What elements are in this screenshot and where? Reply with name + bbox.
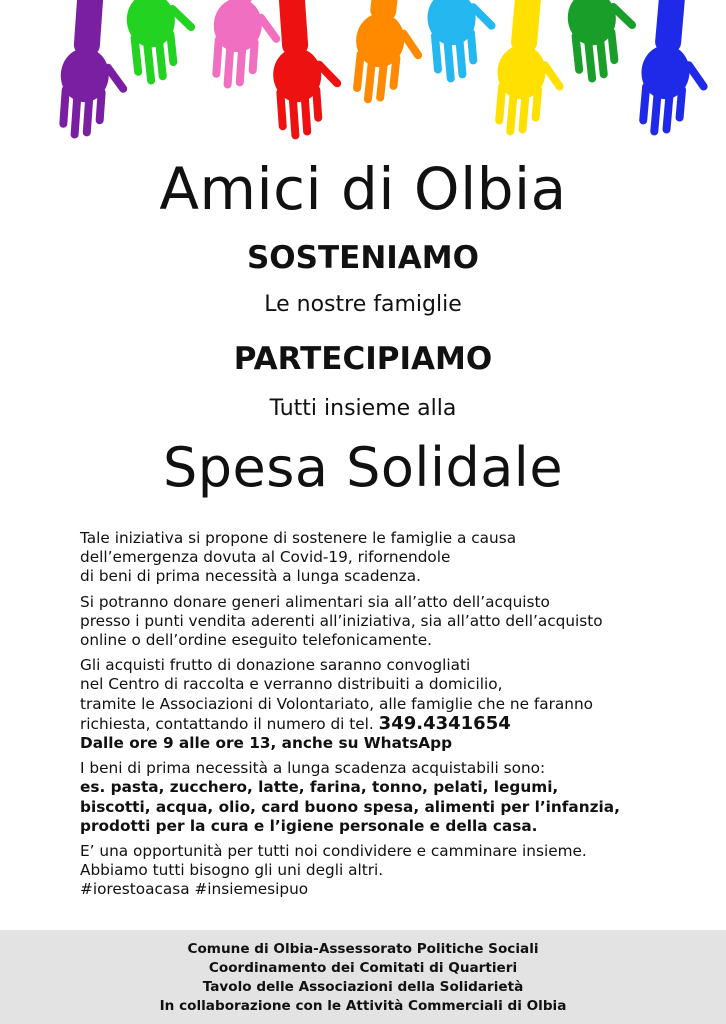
footer-line: In collaborazione con le Attività Commerciali di Olbia: [159, 998, 567, 1014]
footer-line: Coordinamento dei Comitati di Quartieri: [208, 960, 518, 976]
paragraph-closing: [80, 842, 710, 900]
contact-text: richiesta, contattando il numero di tel.: [80, 714, 374, 733]
green-hand: [110, 0, 202, 86]
text-line: di beni di prima necessità a lunga scadenza.: [80, 567, 421, 586]
body-text: [80, 529, 710, 906]
hours-line: Dalle ore 9 alle ore 13, anche su WhatsApp: [80, 734, 453, 753]
goods-line: es. pasta, zucchero, latte, farina, tonno, pelati, legumi,: [80, 778, 559, 797]
text-line: nel Centro di raccolta e verranno distribuiti a domicilio,: [80, 675, 503, 694]
goods-line: biscotti, acqua, olio, card buono spesa, alimenti per l’infanzia,: [80, 797, 620, 816]
yellow-hand: [492, 0, 580, 140]
goods-line: prodotti per la cura e l’igiene personale e della casa.: [80, 816, 538, 835]
paragraph-donations: [80, 593, 710, 651]
footer-line: Comune di Olbia-Assessorato Politiche Sociali: [187, 941, 539, 957]
dark-green-hand: [551, 0, 643, 84]
text-line: presso i punti vendita aderenti all’iniziativa, sia all’atto dell’acquisto: [80, 611, 603, 630]
subheading-famiglie: Le nostre famiglie: [264, 292, 462, 317]
text-line: I beni di prima necessità a lunga scadenza acquistabili sono:: [80, 759, 546, 778]
headline-spesa-solidale: Spesa Solidale: [162, 436, 564, 499]
footer-credits: [0, 930, 726, 1024]
blue-hand: [636, 0, 724, 140]
red-hand: [262, 0, 346, 141]
page-title: Amici di Olbia: [159, 155, 567, 223]
light-blue-hand: [414, 0, 502, 84]
text-line: Tale iniziativa si propone di sostenere le famiglie a causa: [80, 529, 517, 547]
text-line: tramite le Associazioni di Volontariato, alle famiglie che ne faranno: [80, 694, 594, 713]
text-line: Abbiamo tutti bisogno gli uni degli altri.: [80, 861, 384, 880]
subheading-tutti-insieme: Tutti insieme alla: [269, 396, 457, 421]
footer-line: Tavolo delle Associazioni della Solidarietà: [202, 979, 524, 995]
contact-line: [80, 714, 710, 734]
text-line: E’ una opportunità per tutti noi condividere e camminare insieme.: [80, 842, 587, 861]
heading-partecipiamo: PARTECIPIAMO: [233, 341, 493, 377]
text-line: Gli acquisti frutto di donazione saranno convogliati: [80, 656, 471, 675]
paragraph-intro: [80, 529, 710, 587]
paragraph-distribution: [80, 656, 710, 753]
hashtags: #iorestoacasa #insiemesipuo: [80, 880, 309, 899]
text-line: online o dell’ordine eseguito telefonicamente.: [80, 631, 433, 650]
text-line: Si potranno donare generi alimentari sia all’atto dell’acquisto: [80, 592, 550, 611]
paragraph-goods: [80, 759, 710, 836]
phone-number: 349.4341654: [378, 712, 511, 734]
text-line: dell’emergenza dovuta al Covid-19, rifornendole: [80, 548, 451, 567]
heading-sosteniamo: SOSTENIAMO: [246, 240, 479, 276]
colorful-hands-illustration: [0, 0, 726, 160]
